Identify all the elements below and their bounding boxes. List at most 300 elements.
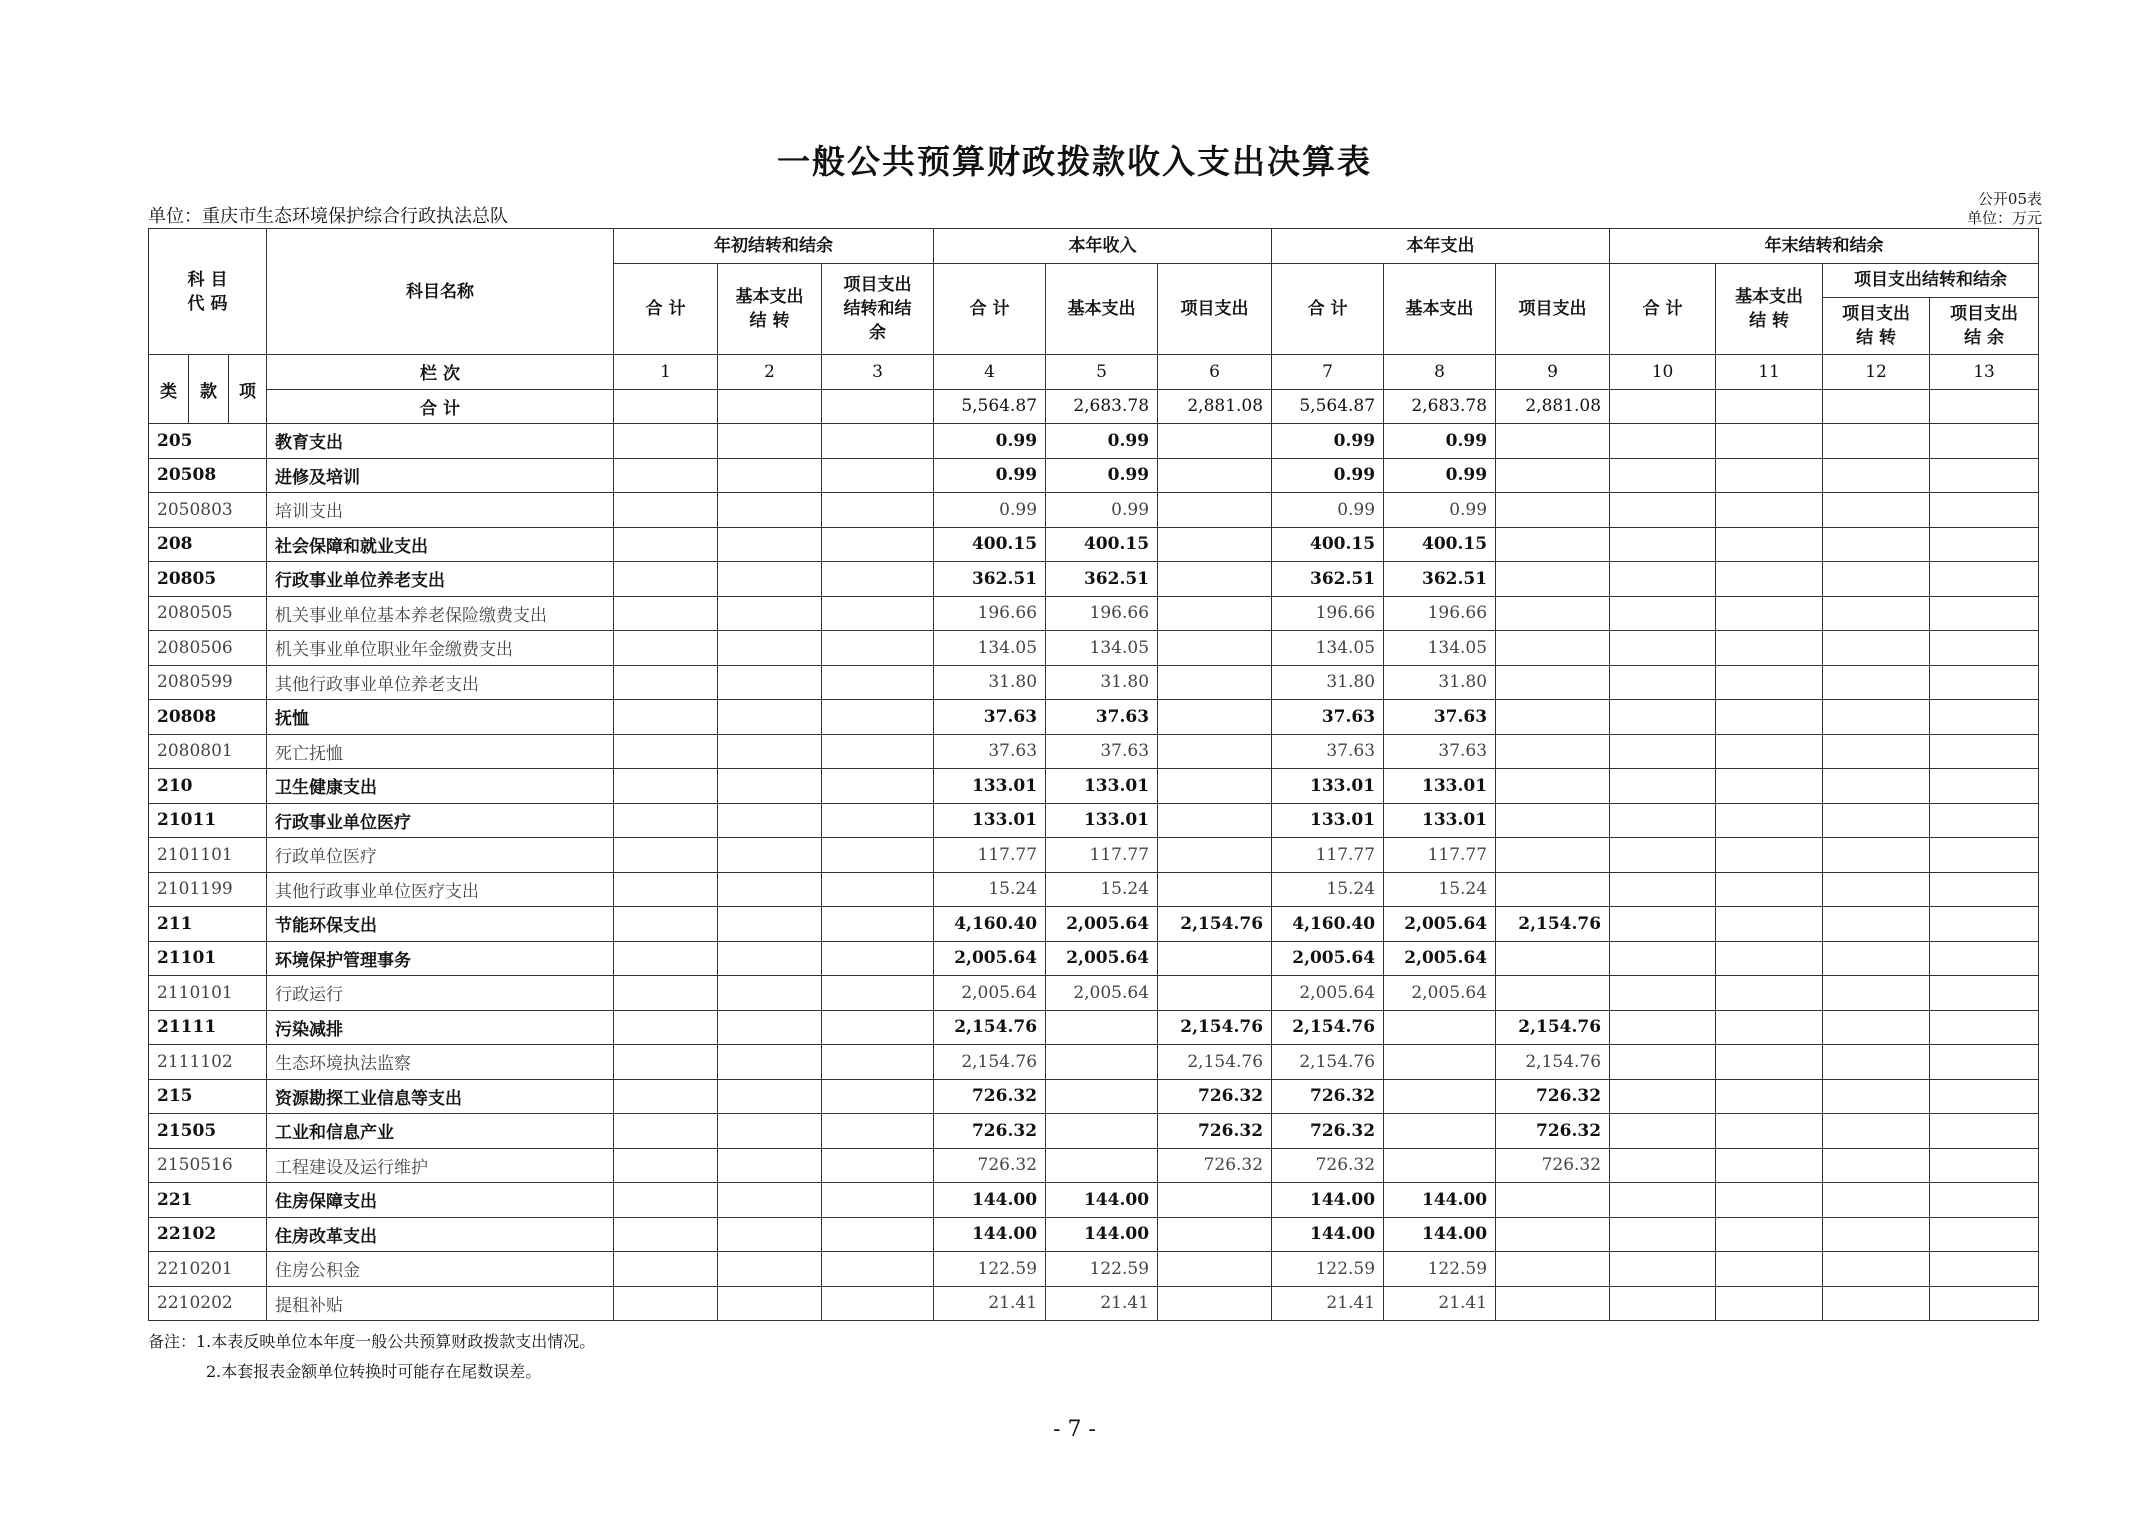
amount-cell: 133.01: [934, 769, 1046, 804]
amount-cell: [1930, 1114, 2039, 1149]
header-closing-project-carry: [1823, 298, 1930, 355]
subject-code: 205: [149, 424, 267, 459]
amount-cell: [1158, 872, 1272, 907]
table-row: [149, 769, 2039, 804]
amount-cell: 133.01: [1272, 769, 1384, 804]
table-row: [149, 976, 2039, 1011]
amount-cell: [1610, 631, 1716, 666]
amount-cell: [822, 1079, 934, 1114]
table-row: [149, 941, 2039, 976]
amount-cell: 400.15: [1046, 527, 1158, 562]
subject-code: 2080506: [149, 631, 267, 666]
amount-cell: [718, 1010, 822, 1045]
amount-cell: 133.01: [1046, 803, 1158, 838]
amount-cell: 400.15: [934, 527, 1046, 562]
amount-cell: 362.51: [1046, 562, 1158, 597]
amount-cell: 15.24: [934, 872, 1046, 907]
amount-cell: [1158, 596, 1272, 631]
subject-name: 生态环境执法监察: [267, 1045, 614, 1080]
amount-cell: [1930, 631, 2039, 666]
amount-cell: 144.00: [934, 1217, 1046, 1252]
subject-code: 2080505: [149, 596, 267, 631]
page-title: 一般公共预算财政拨款收入支出决算表: [777, 142, 1372, 181]
amount-cell: [1158, 562, 1272, 597]
amount-cell: 134.05: [1272, 631, 1384, 666]
amount-cell: [822, 976, 934, 1011]
amount-cell: 15.24: [1046, 872, 1158, 907]
subject-name: 进修及培训: [267, 458, 614, 493]
subject-name: 其他行政事业单位养老支出: [267, 665, 614, 700]
column-number-cell: 3: [822, 355, 934, 390]
amount-cell: 0.99: [1384, 493, 1496, 528]
subject-code: 21011: [149, 803, 267, 838]
subject-name: 环境保护管理事务: [267, 941, 614, 976]
amount-cell: 133.01: [1046, 769, 1158, 804]
amount-cell: [1930, 734, 2039, 769]
table-row: [149, 493, 2039, 528]
table-row: [149, 700, 2039, 735]
amount-cell: [1823, 976, 1930, 1011]
amount-cell: 2,154.76: [1272, 1010, 1384, 1045]
amount-cell: 2,154.76: [1158, 1045, 1272, 1080]
amount-cell: [718, 1148, 822, 1183]
amount-cell: 144.00: [934, 1183, 1046, 1218]
amount-cell: [1930, 596, 2039, 631]
total-value-cell: [614, 389, 718, 424]
amount-cell: 31.80: [934, 665, 1046, 700]
amount-cell: 117.77: [1272, 838, 1384, 873]
amount-cell: [1716, 596, 1823, 631]
amount-cell: [1823, 424, 1930, 459]
amount-cell: [1930, 1183, 2039, 1218]
column-number-cell: 2: [718, 355, 822, 390]
amount-cell: 122.59: [1272, 1252, 1384, 1287]
note-1: 备注：1.本表反映单位本年度一般公共预算财政拨款支出情况。: [148, 1332, 596, 1351]
header-lanci: 栏 次: [267, 355, 614, 390]
amount-cell: [718, 838, 822, 873]
amount-cell: [718, 1045, 822, 1080]
subject-name: 行政运行: [267, 976, 614, 1011]
amount-cell: [718, 700, 822, 735]
subject-name: 抚恤: [267, 700, 614, 735]
amount-cell: 726.32: [934, 1079, 1046, 1114]
amount-cell: [1716, 1010, 1823, 1045]
amount-cell: 726.32: [1496, 1148, 1610, 1183]
amount-cell: [1823, 493, 1930, 528]
table-row: [149, 562, 2039, 597]
amount-cell: [614, 803, 718, 838]
subject-name: 卫生健康支出: [267, 769, 614, 804]
amount-cell: [614, 1010, 718, 1045]
column-number-row: [149, 355, 2039, 390]
table-row: [149, 1010, 2039, 1045]
amount-cell: [718, 941, 822, 976]
amount-cell: [1823, 1045, 1930, 1080]
amount-cell: [1158, 976, 1272, 1011]
subject-name: 死亡抚恤: [267, 734, 614, 769]
table-row: [149, 631, 2039, 666]
table-row: [149, 527, 2039, 562]
amount-cell: [614, 941, 718, 976]
amount-cell: [822, 596, 934, 631]
table-row: [149, 1217, 2039, 1252]
amount-cell: [1930, 665, 2039, 700]
amount-cell: [1610, 1252, 1716, 1287]
subject-name: 住房公积金: [267, 1252, 614, 1287]
header-code: [149, 229, 267, 355]
amount-cell: [1823, 907, 1930, 942]
column-number-cell: 13: [1930, 355, 2039, 390]
amount-cell: [718, 907, 822, 942]
header-opening-project: [822, 263, 934, 355]
amount-cell: [1158, 803, 1272, 838]
table-row: [149, 907, 2039, 942]
amount-cell: 2,154.76: [934, 1010, 1046, 1045]
amount-cell: 2,154.76: [1272, 1045, 1384, 1080]
subject-code: 2210201: [149, 1252, 267, 1287]
note-2: 2.本套报表金额单位转换时可能存在尾数误差。: [206, 1362, 542, 1381]
column-number-cell: 11: [1716, 355, 1823, 390]
header-closing-project-balance: [1930, 298, 2039, 355]
header-group-income: 本年收入: [934, 229, 1272, 264]
amount-cell: [1610, 1148, 1716, 1183]
amount-cell: [822, 734, 934, 769]
amount-cell: [1496, 803, 1610, 838]
header-opening-basic-text: 基本支出 结 转: [735, 286, 804, 331]
amount-cell: 37.63: [934, 700, 1046, 735]
header-expense-basic: 基本支出: [1384, 263, 1496, 355]
amount-cell: 15.24: [1272, 872, 1384, 907]
amount-cell: [822, 424, 934, 459]
amount-cell: [1496, 700, 1610, 735]
amount-cell: 133.01: [1384, 769, 1496, 804]
subject-code: 2101199: [149, 872, 267, 907]
amount-cell: [1930, 700, 2039, 735]
amount-cell: [1930, 1217, 2039, 1252]
amount-cell: [1823, 1010, 1930, 1045]
amount-cell: [1496, 976, 1610, 1011]
amount-cell: [1823, 872, 1930, 907]
total-value-cell: 2,881.08: [1496, 389, 1610, 424]
header-lei: 类: [149, 355, 189, 424]
amount-cell: [1823, 1079, 1930, 1114]
amount-cell: [614, 907, 718, 942]
amount-cell: [1610, 1217, 1716, 1252]
subject-name: 工程建设及运行维护: [267, 1148, 614, 1183]
subject-code: 2050803: [149, 493, 267, 528]
amount-cell: [1610, 734, 1716, 769]
table-row: [149, 838, 2039, 873]
amount-cell: [1716, 700, 1823, 735]
header-name: 科目名称: [267, 229, 614, 355]
total-row-label: 合 计: [267, 389, 614, 424]
amount-cell: [1046, 1010, 1158, 1045]
amount-cell: 726.32: [1158, 1148, 1272, 1183]
amount-cell: [822, 907, 934, 942]
subject-name: 行政单位医疗: [267, 838, 614, 873]
amount-cell: 4,160.40: [934, 907, 1046, 942]
amount-cell: [1716, 872, 1823, 907]
subject-code: 21505: [149, 1114, 267, 1149]
amount-cell: [1716, 734, 1823, 769]
subject-name: 培训支出: [267, 493, 614, 528]
amount-cell: [614, 1252, 718, 1287]
amount-cell: [1610, 458, 1716, 493]
budget-table: [148, 228, 2039, 1321]
amount-cell: [1384, 1114, 1496, 1149]
amount-cell: [614, 1148, 718, 1183]
amount-cell: [718, 976, 822, 1011]
amount-cell: [1930, 1252, 2039, 1287]
amount-cell: 133.01: [1272, 803, 1384, 838]
amount-cell: 2,005.64: [1046, 941, 1158, 976]
amount-cell: 134.05: [1046, 631, 1158, 666]
amount-cell: 196.66: [1272, 596, 1384, 631]
amount-cell: [1610, 1286, 1716, 1321]
amount-cell: [1823, 1183, 1930, 1218]
amount-cell: [1716, 769, 1823, 804]
amount-cell: [1823, 1148, 1930, 1183]
header-group-closing-balance: 年末结转和结余: [1610, 229, 2039, 264]
amount-cell: 37.63: [1384, 700, 1496, 735]
amount-cell: [1823, 1114, 1930, 1149]
amount-cell: [718, 1183, 822, 1218]
amount-cell: 31.80: [1272, 665, 1384, 700]
amount-cell: 122.59: [934, 1252, 1046, 1287]
amount-cell: [614, 700, 718, 735]
subject-code: 20508: [149, 458, 267, 493]
amount-cell: 2,154.76: [1496, 1010, 1610, 1045]
amount-cell: 726.32: [1272, 1148, 1384, 1183]
amount-cell: [1716, 1183, 1823, 1218]
amount-cell: 21.41: [1046, 1286, 1158, 1321]
header-income-project: 项目支出: [1158, 263, 1272, 355]
amount-cell: 117.77: [1046, 838, 1158, 873]
amount-cell: [1610, 1045, 1716, 1080]
amount-cell: [1716, 1114, 1823, 1149]
amount-cell: [1823, 734, 1930, 769]
header-code-text: 科 目 代 码: [187, 269, 228, 314]
amount-cell: [614, 838, 718, 873]
amount-cell: 4,160.40: [1272, 907, 1384, 942]
amount-cell: [822, 769, 934, 804]
amount-cell: [1496, 458, 1610, 493]
amount-cell: [1610, 665, 1716, 700]
column-number-cell: 9: [1496, 355, 1610, 390]
subject-code: 208: [149, 527, 267, 562]
table-row: [149, 458, 2039, 493]
amount-cell: [1930, 1079, 2039, 1114]
amount-cell: [614, 424, 718, 459]
amount-cell: 2,005.64: [1384, 907, 1496, 942]
amount-cell: 122.59: [1046, 1252, 1158, 1287]
amount-cell: [822, 872, 934, 907]
amount-cell: 362.51: [1272, 562, 1384, 597]
amount-cell: [614, 1045, 718, 1080]
amount-cell: 2,005.64: [1272, 941, 1384, 976]
table-row: [149, 872, 2039, 907]
table-row: [149, 1252, 2039, 1287]
amount-cell: [1384, 1148, 1496, 1183]
amount-cell: [1716, 562, 1823, 597]
amount-cell: [1496, 424, 1610, 459]
amount-cell: [1496, 941, 1610, 976]
amount-cell: [1930, 493, 2039, 528]
amount-cell: [1610, 527, 1716, 562]
amount-cell: [1496, 1252, 1610, 1287]
amount-cell: [1158, 941, 1272, 976]
reporting-unit: 单位：重庆市生态环境保护综合行政执法总队: [148, 206, 508, 227]
header-income-basic: 基本支出: [1046, 263, 1158, 355]
amount-cell: [1930, 1286, 2039, 1321]
amount-cell: [1158, 769, 1272, 804]
subject-code: 22102: [149, 1217, 267, 1252]
subject-name: 提租补贴: [267, 1286, 614, 1321]
subject-code: 20808: [149, 700, 267, 735]
amount-cell: [1823, 527, 1930, 562]
amount-cell: [718, 769, 822, 804]
subject-code: 2110101: [149, 976, 267, 1011]
amount-cell: 2,005.64: [1046, 907, 1158, 942]
total-value-cell: [718, 389, 822, 424]
amount-cell: [1496, 631, 1610, 666]
amount-cell: [718, 1286, 822, 1321]
total-value-cell: [822, 389, 934, 424]
amount-cell: [1610, 769, 1716, 804]
page-number: - 7 -: [1053, 1417, 1096, 1442]
amount-cell: 133.01: [1384, 803, 1496, 838]
table-row: [149, 1148, 2039, 1183]
notes: [148, 1327, 595, 1387]
amount-cell: [614, 665, 718, 700]
amount-cell: 117.77: [1384, 838, 1496, 873]
total-value-cell: [1610, 389, 1716, 424]
amount-cell: [614, 1079, 718, 1114]
subject-code: 2111102: [149, 1045, 267, 1080]
subject-code: 215: [149, 1079, 267, 1114]
amount-cell: [822, 1183, 934, 1218]
amount-cell: [1823, 700, 1930, 735]
amount-cell: [1610, 907, 1716, 942]
amount-cell: [822, 527, 934, 562]
subject-code: 2101101: [149, 838, 267, 873]
amount-cell: [1716, 976, 1823, 1011]
amount-cell: [822, 1045, 934, 1080]
amount-cell: 2,005.64: [1384, 941, 1496, 976]
amount-cell: [1716, 665, 1823, 700]
amount-cell: [614, 734, 718, 769]
subject-name: 行政事业单位养老支出: [267, 562, 614, 597]
amount-cell: [1158, 1183, 1272, 1218]
header-expense-project: 项目支出: [1496, 263, 1610, 355]
amount-cell: 0.99: [1384, 424, 1496, 459]
amount-cell: [822, 1114, 934, 1149]
amount-cell: [614, 1286, 718, 1321]
amount-cell: [614, 1217, 718, 1252]
subject-code: 21111: [149, 1010, 267, 1045]
header-closing-project-balance-text: 项目支出 结 余: [1950, 304, 2019, 348]
amount-cell: [1610, 700, 1716, 735]
amount-cell: [1823, 631, 1930, 666]
amount-cell: [1384, 1045, 1496, 1080]
amount-cell: [614, 976, 718, 1011]
header-opening-total: 合 计: [614, 263, 718, 355]
amount-cell: 0.99: [1272, 424, 1384, 459]
amount-cell: [718, 872, 822, 907]
amount-cell: [1716, 1252, 1823, 1287]
amount-cell: 2,154.76: [1158, 907, 1272, 942]
amount-cell: [1158, 1286, 1272, 1321]
amount-cell: [1823, 562, 1930, 597]
total-value-cell: 2,683.78: [1384, 389, 1496, 424]
amount-cell: [1716, 1045, 1823, 1080]
amount-cell: [822, 1252, 934, 1287]
amount-cell: 15.24: [1384, 872, 1496, 907]
header-group-expenditure: 本年支出: [1272, 229, 1610, 264]
amount-cell: 37.63: [1272, 734, 1384, 769]
amount-cell: 196.66: [1384, 596, 1496, 631]
amount-cell: 2,005.64: [934, 976, 1046, 1011]
amount-cell: [1496, 872, 1610, 907]
form-number: 公开05表: [1977, 190, 2042, 208]
amount-cell: [1930, 976, 2039, 1011]
amount-cell: [1716, 907, 1823, 942]
amount-cell: [1158, 1252, 1272, 1287]
amount-cell: [718, 596, 822, 631]
amount-cell: 134.05: [934, 631, 1046, 666]
header-closing-basic-text: 基本支出 结 转: [1735, 286, 1804, 331]
amount-cell: [1610, 941, 1716, 976]
subject-code: 210: [149, 769, 267, 804]
amount-cell: [718, 665, 822, 700]
amount-cell: 400.15: [1384, 527, 1496, 562]
amount-cell: [718, 493, 822, 528]
amount-cell: [1716, 941, 1823, 976]
amount-cell: 0.99: [1046, 458, 1158, 493]
amount-cell: [1496, 665, 1610, 700]
amount-cell: [822, 458, 934, 493]
header-expense-total: 合 计: [1272, 263, 1384, 355]
subject-name: 节能环保支出: [267, 907, 614, 942]
amount-cell: [1610, 1183, 1716, 1218]
total-value-cell: 5,564.87: [934, 389, 1046, 424]
column-number-cell: 12: [1823, 355, 1930, 390]
amount-cell: [614, 527, 718, 562]
subject-code: 20805: [149, 562, 267, 597]
amount-cell: 144.00: [1046, 1217, 1158, 1252]
amount-cell: 362.51: [934, 562, 1046, 597]
amount-cell: [614, 562, 718, 597]
amount-cell: [1823, 941, 1930, 976]
column-number-cell: 1: [614, 355, 718, 390]
amount-cell: [1610, 1114, 1716, 1149]
subject-name: 污染减排: [267, 1010, 614, 1045]
amount-cell: [822, 1217, 934, 1252]
amount-cell: [1716, 527, 1823, 562]
amount-cell: [614, 872, 718, 907]
amount-cell: [1823, 838, 1930, 873]
amount-cell: [1823, 665, 1930, 700]
amount-cell: [822, 941, 934, 976]
amount-cell: 726.32: [1158, 1114, 1272, 1149]
amount-cell: [1610, 1010, 1716, 1045]
table-row: [149, 1286, 2039, 1321]
amount-cell: [1610, 493, 1716, 528]
total-value-cell: [1823, 389, 1930, 424]
amount-cell: 726.32: [934, 1114, 1046, 1149]
amount-cell: [822, 838, 934, 873]
amount-cell: 31.80: [1046, 665, 1158, 700]
